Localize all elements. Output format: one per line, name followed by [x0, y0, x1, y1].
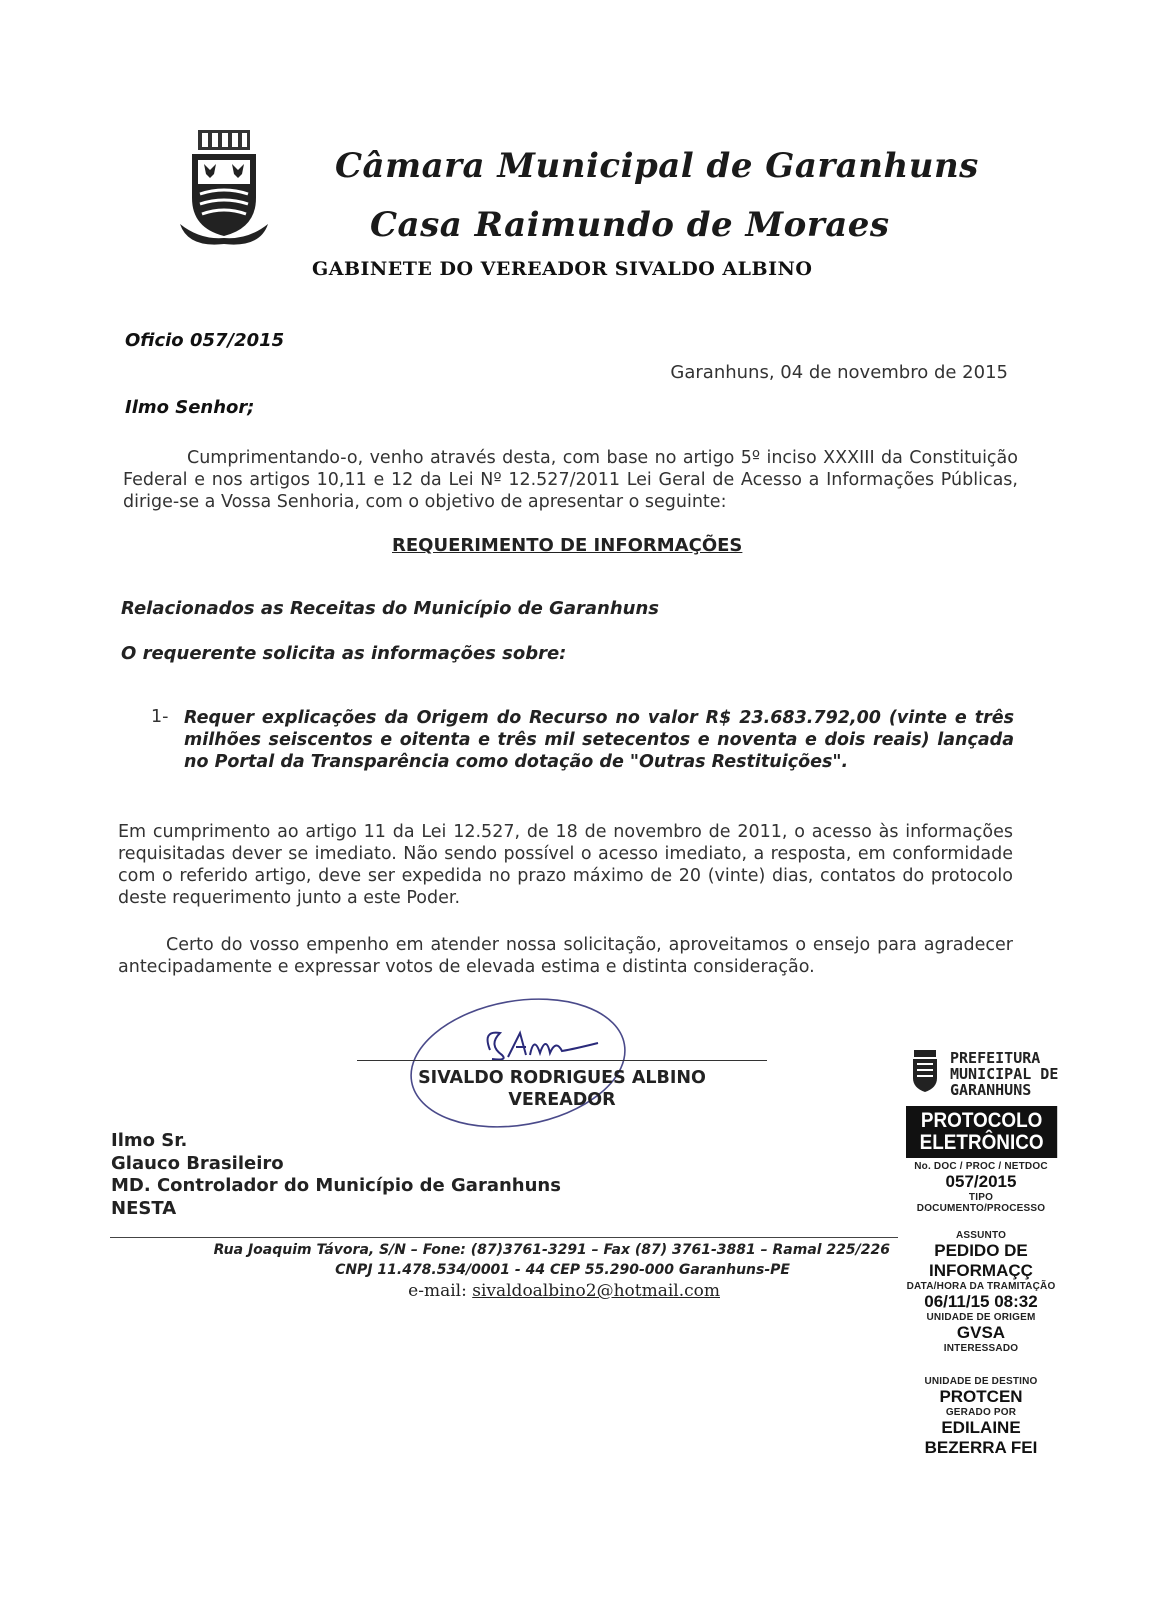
office-title: GABINETE DO VEREADOR SIVALDO ALBINO — [312, 258, 813, 280]
closing-paragraph: Certo do vosso empenho em atender nossa solicitação, aproveitamos o ensejo para agradecer antecipadamente e expressar votos de elevada estima e distinta consideração. — [118, 935, 1013, 977]
signatory-role: VEREADOR — [508, 1090, 616, 1110]
origin-value: GVSA — [956, 1323, 1006, 1342]
recipient-line: Ilmo Sr. — [111, 1130, 188, 1151]
recipient-line: MD. Controlador do Município de Garanhuns — [111, 1175, 561, 1196]
related-heading: Relacionados as Receitas do Município de Garanhuns — [121, 598, 659, 619]
house-title: Casa Raimundo de Moraes — [370, 205, 890, 245]
intro-paragraph: Cumprimentando-o, venho através desta, com base no artigo 5º inciso XXXIII da Constituição Federal e nos artigos 10,11 e 12 da Lei Nº 12.527/2011 Lei Geral de Acesso a Informações Públicas, dirige-se a Vossa Senhoria, com o objetivo de apresentar o seguinte: — [123, 448, 1018, 512]
recipient-block — [111, 1130, 561, 1220]
protocol-box-line: PROTOCOLO — [920, 1109, 1043, 1132]
protocol-stamp — [906, 1048, 1084, 1458]
origin-label: UNIDADE DE ORIGEM — [926, 1312, 1036, 1323]
footer-email — [150, 1281, 720, 1301]
email-label: e-mail: — [408, 1281, 473, 1301]
municipal-coat-of-arms — [178, 128, 270, 248]
stamp-org — [950, 1050, 1058, 1098]
salutation: Ilmo Senhor; — [125, 397, 255, 418]
signatory-name: SIVALDO RODRIGUES ALBINO — [418, 1068, 706, 1088]
letter-reference: Oficio 057/2015 — [125, 330, 285, 351]
stamp-org-line: MUNICIPAL DE — [950, 1065, 1059, 1083]
chamber-title: Câmara Municipal de Garanhuns — [335, 146, 979, 186]
email-link[interactable]: sivaldoalbino2@hotmail.com — [472, 1281, 720, 1301]
stamp-org-line: GARANHUNS — [950, 1081, 1032, 1099]
handwritten-signature — [408, 995, 648, 1135]
subject-value: PEDIDO DE INFORMAÇÇ — [929, 1241, 1033, 1280]
generated-label: GERADO POR — [945, 1407, 1017, 1418]
datetime-label: DATA/HORA DA TRAMITAÇÃO — [906, 1281, 1056, 1292]
footer-cnpj: CNPJ 11.478.534/0001 - 44 CEP 55.290-000 Garanhuns-PE — [335, 1262, 790, 1278]
doc-value: 057/2015 — [945, 1172, 1017, 1191]
stamp-crest-icon — [910, 1050, 940, 1094]
datetime-value: 06/11/15 08:32 — [924, 1292, 1038, 1311]
list-item-number: 1- — [151, 707, 169, 727]
footer-divider — [110, 1237, 898, 1238]
recipient-line: NESTA — [111, 1197, 177, 1219]
type-label: TIPO DOCUMENTO/PROCESSO — [916, 1192, 1046, 1214]
list-item-text: Requer explicações da Origem do Recurso no valor R$ 23.683.792,00 (vinte e três milhões seiscentos e oitenta e três mil setecentos e noventa e dois reais) lançada no Portal da Transparência como dotação de "Outras Restituições". — [184, 708, 1014, 772]
destination-label: UNIDADE DE DESTINO — [924, 1376, 1038, 1387]
doc-label: No. DOC / PROC / NETDOC — [914, 1161, 1048, 1172]
compliance-paragraph: Em cumprimento ao artigo 11 da Lei 12.527, de 18 de novembro de 2011, o acesso às informações requisitadas dever se imediato. Não sendo possível o acesso imediato, a resposta, em conformidade com o referido artigo, deve ser expedida no prazo máximo de 20 (vinte) dias, contatos do protocolo deste requerimento junto a este Poder. — [118, 822, 1013, 908]
stamp-org-line: PREFEITURA — [950, 1049, 1041, 1067]
letter-date: Garanhuns, 04 de novembro de 2015 — [670, 362, 1008, 383]
generated-value: EDILAINE BEZERRA FEI — [924, 1418, 1038, 1457]
protocol-box-line: ELETRÔNICO — [919, 1131, 1044, 1154]
protocol-box — [906, 1106, 1057, 1158]
destination-value: PROTCEN — [939, 1387, 1023, 1406]
interested-label: INTERESSADO — [943, 1343, 1019, 1354]
recipient-line: Glauco Brasileiro — [111, 1152, 284, 1174]
request-title: REQUERIMENTO DE INFORMAÇÕES — [392, 535, 743, 556]
subject-label: ASSUNTO — [955, 1230, 1007, 1241]
footer-address: Rua Joaquim Távora, S/N – Fone: (87)3761-3291 – Fax (87) 3761-3881 – Ramal 225/226 — [213, 1242, 890, 1258]
solicits-heading: O requerente solicita as informações sobre: — [121, 643, 567, 664]
signature-line — [357, 1060, 767, 1061]
